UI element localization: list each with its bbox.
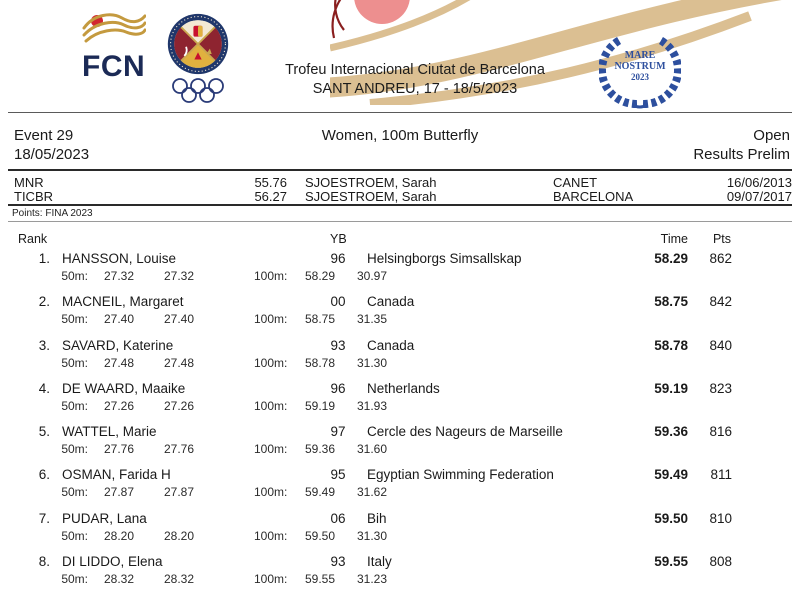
event-round: Results Prelim — [693, 146, 790, 163]
split-label-50m: 50m: — [61, 269, 88, 283]
split-label-100m: 100m: — [254, 485, 288, 500]
final-time: 59.19 — [654, 380, 688, 396]
club-natacio-sant-andreu-crest-icon — [165, 12, 231, 76]
rank: 3. — [38, 337, 50, 353]
split-label-50m: 50m: — [61, 528, 88, 543]
final-time: 59.50 — [654, 510, 688, 526]
results-rows — [0, 249, 800, 595]
points-note: Points: FINA 2023 — [12, 208, 93, 219]
club-crest — [162, 12, 234, 109]
split-100m-time: 59.55 — [305, 572, 336, 587]
club-name: Helsingborgs Simsallskap — [367, 251, 522, 266]
split-label-100m: 100m: — [254, 355, 288, 370]
split-100m-time: 58.75 — [305, 312, 336, 327]
column-header-rank: Rank — [18, 232, 48, 246]
split-label-100m: 100m: — [254, 528, 288, 543]
swimmer-name: WATTEL, Marie — [62, 424, 157, 440]
swimmer-name: HANSSON, Louise — [62, 251, 177, 266]
club-name: Canada — [367, 294, 415, 310]
split-100m-lap: 31.35 — [357, 312, 388, 327]
split-label-100m: 100m: — [254, 442, 288, 457]
split-label-50m: 50m: — [61, 355, 88, 370]
record-place: BARCELONA — [553, 189, 634, 204]
event-date: 18/05/2023 — [14, 146, 90, 163]
record-time: 56.27 — [254, 189, 287, 204]
swimmer-name: PUDAR, Lana — [62, 510, 147, 526]
split-100m-lap: 31.30 — [357, 528, 388, 543]
record-row — [0, 189, 800, 203]
club-name: Canada — [367, 337, 415, 353]
rank: 8. — [38, 554, 50, 570]
swimmer-name: DE WAARD, Maaike — [62, 380, 186, 396]
points-divider — [8, 221, 792, 222]
column-header-pts: Pts — [712, 232, 731, 246]
year-of-birth: 96 — [330, 380, 346, 396]
split-label-100m: 100m: — [254, 269, 288, 283]
split-50m-time: 28.32 — [104, 572, 135, 587]
club-name: Egyptian Swimming Federation — [367, 467, 554, 483]
meet-title-line2: SANT ANDREU, 17 - 18/5/2023 — [312, 81, 518, 97]
points: 842 — [709, 294, 732, 310]
badge-line1: MARE — [624, 50, 656, 61]
split-50m-time: 27.40 — [104, 312, 135, 327]
record-code: MNR — [14, 175, 44, 190]
rank: 6. — [38, 467, 50, 483]
split-100m-time: 59.36 — [305, 442, 336, 457]
points: 840 — [709, 337, 732, 353]
final-time: 58.78 — [654, 337, 688, 353]
record-holder: SJOESTROEM, Sarah — [305, 175, 437, 190]
result-row — [0, 552, 800, 595]
record-holder: SJOESTROEM, Sarah — [305, 189, 437, 204]
mare-nostrum-badge — [599, 29, 681, 109]
year-of-birth: 06 — [330, 510, 346, 526]
points: 808 — [709, 554, 732, 570]
swimmer-name: SAVARD, Katerine — [62, 337, 174, 353]
split-50m-lap: 27.76 — [164, 442, 195, 457]
result-row — [0, 465, 800, 508]
split-50m-time: 28.20 — [104, 528, 135, 543]
olympic-rings-icon — [170, 78, 226, 104]
split-100m-lap: 31.23 — [357, 572, 388, 587]
record-code: TICBR — [14, 189, 53, 204]
result-row — [0, 379, 800, 422]
result-row — [0, 422, 800, 465]
split-50m-lap: 27.87 — [164, 485, 195, 500]
split-100m-time: 59.49 — [305, 485, 336, 500]
fcn-logo — [82, 8, 152, 82]
result-row — [0, 336, 800, 379]
split-label-100m: 100m: — [254, 572, 288, 587]
split-label-100m: 100m: — [254, 312, 288, 327]
split-100m-time: 59.19 — [305, 398, 336, 413]
result-row — [0, 292, 800, 335]
final-time: 58.75 — [654, 294, 688, 310]
club-name: Bih — [367, 510, 387, 526]
split-100m-lap: 30.97 — [357, 269, 388, 283]
badge-line3: 2023 — [631, 72, 649, 82]
split-50m-lap: 27.32 — [164, 269, 195, 283]
year-of-birth: 00 — [330, 294, 346, 310]
split-50m-lap: 27.48 — [164, 355, 195, 370]
meet-title-line1: Trofeu Internacional Ciutat de Barcelona — [285, 62, 545, 78]
split-100m-time: 58.29 — [305, 269, 336, 283]
year-of-birth: 93 — [330, 337, 346, 353]
record-row — [0, 175, 800, 189]
rank: 1. — [38, 251, 50, 266]
year-of-birth: 95 — [330, 467, 346, 483]
result-row — [0, 249, 800, 292]
split-100m-lap: 31.62 — [357, 485, 388, 500]
split-label-100m: 100m: — [254, 398, 288, 413]
split-100m-lap: 31.93 — [357, 398, 388, 413]
badge-text — [599, 50, 681, 83]
split-label-50m: 50m: — [61, 398, 88, 413]
split-50m-time: 27.87 — [104, 485, 135, 500]
final-time: 59.36 — [654, 424, 688, 440]
fcn-wave-icon — [82, 8, 146, 46]
split-100m-lap: 31.60 — [357, 442, 388, 457]
split-100m-time: 58.78 — [305, 355, 336, 370]
badge-line2: NOSTRUM — [614, 61, 666, 72]
records-bottom-divider — [8, 204, 792, 206]
split-50m-lap: 28.32 — [164, 572, 195, 587]
points: 823 — [709, 380, 732, 396]
records-top-divider — [8, 169, 792, 171]
split-label-50m: 50m: — [61, 312, 88, 327]
split-50m-time: 27.32 — [104, 269, 135, 283]
swimmer-name: OSMAN, Farida H — [62, 467, 171, 483]
final-time: 59.55 — [654, 554, 688, 570]
year-of-birth: 96 — [330, 251, 346, 266]
split-100m-lap: 31.30 — [357, 355, 388, 370]
swimmer-name: DI LIDDO, Elena — [62, 554, 163, 570]
fcn-logo-text: FCN — [82, 50, 146, 83]
record-time: 55.76 — [254, 175, 287, 190]
points: 862 — [709, 251, 732, 266]
swimmer-name: MACNEIL, Margaret — [62, 294, 184, 310]
split-50m-time: 27.26 — [104, 398, 135, 413]
record-place: CANET — [553, 175, 598, 190]
header-divider — [8, 112, 792, 113]
club-name: Italy — [367, 554, 392, 570]
split-label-50m: 50m: — [61, 485, 88, 500]
points: 816 — [709, 424, 732, 440]
record-date: 16/06/2013 — [726, 175, 792, 190]
rank: 2. — [38, 294, 50, 310]
split-50m-lap: 27.40 — [164, 312, 195, 327]
split-50m-lap: 28.20 — [164, 528, 195, 543]
event-category: Open — [753, 127, 790, 144]
year-of-birth: 93 — [330, 554, 346, 570]
split-50m-time: 27.76 — [104, 442, 135, 457]
points: 810 — [709, 510, 732, 526]
club-name: Cercle des Nageurs de Marseille — [367, 424, 563, 440]
event-title: Women, 100m Butterfly — [321, 127, 479, 144]
record-date: 09/07/2017 — [726, 189, 792, 204]
column-header-yb: YB — [330, 232, 347, 246]
meet-title — [235, 61, 595, 99]
result-row — [0, 509, 800, 552]
final-time: 58.29 — [654, 251, 688, 266]
rank: 5. — [38, 424, 50, 440]
split-label-50m: 50m: — [61, 572, 88, 587]
club-name: Netherlands — [367, 380, 440, 396]
points: 811 — [710, 467, 732, 483]
split-100m-time: 59.50 — [305, 528, 336, 543]
split-50m-lap: 27.26 — [164, 398, 195, 413]
column-header-time: Time — [660, 232, 688, 246]
rank: 4. — [38, 380, 50, 396]
year-of-birth: 97 — [330, 424, 346, 440]
split-50m-time: 27.48 — [104, 355, 135, 370]
rank: 7. — [38, 510, 50, 526]
split-label-50m: 50m: — [61, 442, 88, 457]
event-number: Event 29 — [14, 127, 74, 144]
final-time: 59.49 — [654, 467, 688, 483]
